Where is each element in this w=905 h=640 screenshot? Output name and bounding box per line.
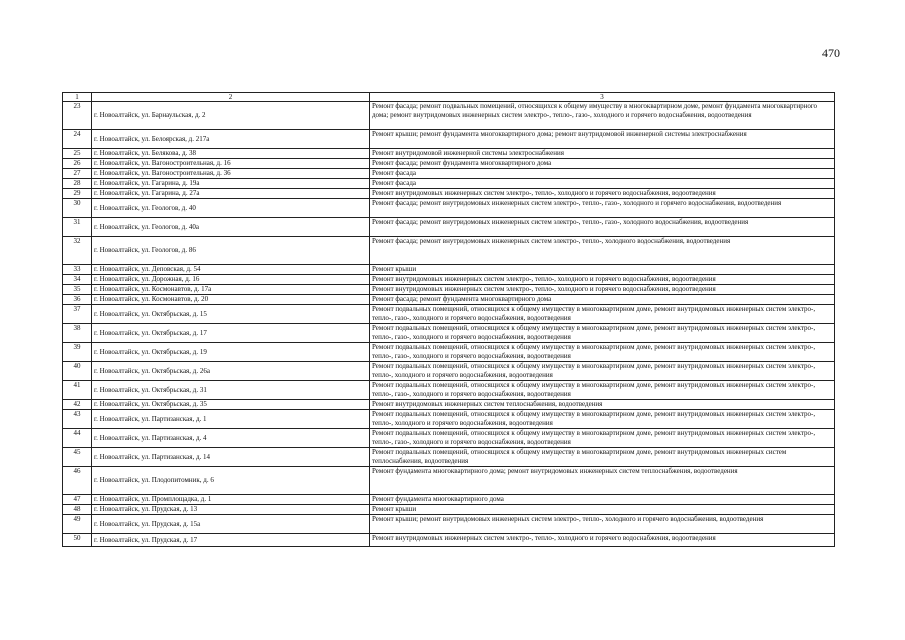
column-header: 3 [370, 93, 835, 102]
work-description-cell: Ремонт фасада [370, 169, 835, 179]
table-row [63, 305, 835, 324]
work-description-cell: Ремонт крыши; ремонт внутридомовых инженерных систем электро-, тепло-, холодного и горячего водоснабжения, водоотведения [370, 515, 835, 534]
address-cell: г. Новоалтайск, ул. Вагоностроительная, д. 36 [92, 169, 370, 179]
address-cell: г. Новоалтайск, ул. Гагарина, д. 27а [92, 189, 370, 199]
table-row [63, 275, 835, 285]
address-cell: г. Новоалтайск, ул. Октябрьская, д. 17 [92, 324, 370, 343]
address-cell: г. Новоалтайск, ул. Геологов, д. 40 [92, 199, 370, 218]
table-row [63, 400, 835, 410]
work-description-cell: Ремонт подвальных помещений, относящихся к общему имуществу в многоквартирном доме, ремонт внутридомовых инженерных систем электро-, тепло-, холодного и горячего водоснабжения, водоотведения [370, 362, 835, 381]
table-row [63, 343, 835, 362]
table-row [63, 448, 835, 467]
row-number-cell: 41 [63, 381, 92, 400]
work-description-cell: Ремонт фундамента многоквартирного дома; ремонт внутридомовых инженерных систем теплоснабжения, водоотведения [370, 467, 835, 495]
row-number-cell: 26 [63, 159, 92, 169]
address-cell: г. Новоалтайск, ул. Дорожная, д. 16 [92, 275, 370, 285]
work-description-cell: Ремонт фасада; ремонт фундамента многоквартирного дома [370, 295, 835, 305]
row-number-cell: 32 [63, 237, 92, 265]
row-number-cell: 40 [63, 362, 92, 381]
row-number-cell: 38 [63, 324, 92, 343]
row-number-cell: 44 [63, 429, 92, 448]
repair-table [62, 92, 835, 547]
address-cell: г. Новоалтайск, ул. Октябрьская, д. 19 [92, 343, 370, 362]
row-number-cell: 46 [63, 467, 92, 495]
row-number-cell: 33 [63, 265, 92, 275]
row-number-cell: 23 [63, 102, 92, 130]
address-cell: г. Новоалтайск, ул. Октябрьская, д. 26а [92, 362, 370, 381]
address-cell: г. Новоалтайск, ул. Партизанская, д. 1 [92, 410, 370, 429]
table-row [63, 534, 835, 547]
address-cell: г. Новоалтайск, ул. Деповская, д. 54 [92, 265, 370, 275]
table-row [63, 295, 835, 305]
table-row [63, 429, 835, 448]
table-row [63, 410, 835, 429]
address-cell: г. Новоалтайск, ул. Партизанская, д. 4 [92, 429, 370, 448]
address-cell: г. Новоалтайск, ул. Барнаульская, д. 2 [92, 102, 370, 130]
row-number-cell: 31 [63, 218, 92, 237]
address-cell: г. Новоалтайск, ул. Белоярская, д. 217а [92, 130, 370, 149]
work-description-cell: Ремонт внутридомовой инженерной системы электроснабжения [370, 149, 835, 159]
row-number-cell: 34 [63, 275, 92, 285]
address-cell: г. Новоалтайск, ул. Гагарина, д. 19а [92, 179, 370, 189]
row-number-cell: 47 [63, 495, 92, 505]
address-cell: г. Новоалтайск, ул. Геологов, д. 86 [92, 237, 370, 265]
work-description-cell: Ремонт подвальных помещений, относящихся к общему имуществу в многоквартирном доме, ремонт внутридомовых инженерных систем теплоснабжения, водоотведения [370, 448, 835, 467]
work-description-cell: Ремонт подвальных помещений, относящихся к общему имуществу в многоквартирном доме, ремонт внутридомовых инженерных систем электро-, тепло-, газо-, холодного и горячего водоснабжения, водоотведения [370, 305, 835, 324]
address-cell: г. Новоалтайск, ул. Октябрьская, д. 31 [92, 381, 370, 400]
work-description-cell: Ремонт подвальных помещений, относящихся к общему имуществу в многоквартирном доме, ремонт внутридомовых инженерных систем электро-, тепло-, холодного и горячего водоснабжения, водоотведения [370, 410, 835, 429]
table-row [63, 102, 835, 130]
work-description-cell: Ремонт внутридомовых инженерных систем электро-, тепло-, холодного и горячего водоснабжения, водоотведения [370, 189, 835, 199]
column-header: 1 [63, 93, 92, 102]
table-row [63, 285, 835, 295]
work-description-cell: Ремонт внутридомовых инженерных систем электро-, тепло-, холодного и горячего водоснабжения, водоотведения [370, 534, 835, 547]
address-cell: г. Новоалтайск, ул. Промплощадка, д. 1 [92, 495, 370, 505]
table-row [63, 218, 835, 237]
address-cell: г. Новоалтайск, ул. Вагоностроительная, д. 16 [92, 159, 370, 169]
table-row [63, 495, 835, 505]
table-row [63, 515, 835, 534]
table-body [63, 102, 835, 547]
work-description-cell: Ремонт фасада [370, 179, 835, 189]
address-cell: г. Новоалтайск, ул. Белякова, д. 38 [92, 149, 370, 159]
address-cell: г. Новоалтайск, ул. Космонавтов, д. 17а [92, 285, 370, 295]
row-number-cell: 42 [63, 400, 92, 410]
table-row [63, 159, 835, 169]
work-description-cell: Ремонт крыши; ремонт фундамента многоквартирного дома; ремонт внутридомовой инженерной системы электроснабжения [370, 130, 835, 149]
work-description-cell: Ремонт подвальных помещений, относящихся к общему имуществу в многоквартирном доме, ремонт внутридомовых инженерных систем электро-, тепло-, газо-, холодного и горячего водоснабжения, водоотведения [370, 324, 835, 343]
row-number-cell: 37 [63, 305, 92, 324]
table-row [63, 381, 835, 400]
row-number-cell: 35 [63, 285, 92, 295]
work-description-cell: Ремонт подвальных помещений, относящихся к общему имуществу в многоквартирном доме, ремонт внутридомовых инженерных систем электро-, тепло-, газо-, холодного и горячего водоснабжения, водоотведения [370, 429, 835, 448]
row-number-cell: 50 [63, 534, 92, 547]
table-row [63, 189, 835, 199]
table-row [63, 265, 835, 275]
row-number-cell: 28 [63, 179, 92, 189]
table-row [63, 130, 835, 149]
work-description-cell: Ремонт фундамента многоквартирного дома [370, 495, 835, 505]
address-cell: г. Новоалтайск, ул. Прудская, д. 17 [92, 534, 370, 547]
row-number-cell: 24 [63, 130, 92, 149]
table-row [63, 505, 835, 515]
row-number-cell: 49 [63, 515, 92, 534]
page-number: 470 [822, 46, 840, 60]
column-header: 2 [92, 93, 370, 102]
row-number-cell: 36 [63, 295, 92, 305]
table-row [63, 467, 835, 495]
row-number-cell: 43 [63, 410, 92, 429]
address-cell: г. Новоалтайск, ул. Октябрьская, д. 15 [92, 305, 370, 324]
table-header-row [63, 93, 835, 102]
work-description-cell: Ремонт подвальных помещений, относящихся к общему имуществу в многоквартирном доме, ремонт внутридомовых инженерных систем электро-, тепло-, газо-, холодного и горячего водоснабжения, водоотведения [370, 343, 835, 362]
row-number-cell: 45 [63, 448, 92, 467]
row-number-cell: 30 [63, 199, 92, 218]
address-cell: г. Новоалтайск, ул. Космонавтов, д. 20 [92, 295, 370, 305]
table-row [63, 362, 835, 381]
work-description-cell: Ремонт фасада; ремонт внутридомовых инженерных систем электро-, тепло-, холодного водоснабжения, водоотведения [370, 237, 835, 265]
work-description-cell: Ремонт внутридомовых инженерных систем электро-, тепло-, холодного и горячего водоснабжения, водоотведения [370, 275, 835, 285]
table-row [63, 169, 835, 179]
work-description-cell: Ремонт крыши [370, 505, 835, 515]
address-cell: г. Новоалтайск, ул. Октябрьская, д. 35 [92, 400, 370, 410]
work-description-cell: Ремонт внутридомовых инженерных систем электро-, тепло-, холодного и горячего водоснабжения, водоотведения [370, 285, 835, 295]
work-description-cell: Ремонт фасада; ремонт внутридомовых инженерных систем электро-, тепло-, газо-, холодного водоснабжения, водоотведения [370, 218, 835, 237]
work-description-cell: Ремонт фасада; ремонт внутридомовых инженерных систем электро-, тепло-, газо-, холодного и горячего водоснабжения, водоотведения [370, 199, 835, 218]
table-row [63, 237, 835, 265]
address-cell: г. Новоалтайск, ул. Прудская, д. 15а [92, 515, 370, 534]
row-number-cell: 29 [63, 189, 92, 199]
address-cell: г. Новоалтайск, ул. Геологов, д. 40а [92, 218, 370, 237]
row-number-cell: 27 [63, 169, 92, 179]
row-number-cell: 25 [63, 149, 92, 159]
work-description-cell: Ремонт крыши [370, 265, 835, 275]
row-number-cell: 39 [63, 343, 92, 362]
table-row [63, 149, 835, 159]
work-description-cell: Ремонт подвальных помещений, относящихся к общему имуществу в многоквартирном доме, ремонт внутридомовых инженерных систем электро-, тепло-, газо-, холодного и горячего водоснабжения, водоотведения [370, 381, 835, 400]
address-cell: г. Новоалтайск, ул. Плодопитомник, д. 6 [92, 467, 370, 495]
work-description-cell: Ремонт внутридомовых инженерных систем теплоснабжения, водоотведения [370, 400, 835, 410]
address-cell: г. Новоалтайск, ул. Партизанская, д. 14 [92, 448, 370, 467]
address-cell: г. Новоалтайск, ул. Прудская, д. 13 [92, 505, 370, 515]
work-description-cell: Ремонт фасада; ремонт подвальных помещений, относящихся к общему имуществу в многоквартирном доме, ремонт фундамента многоквартирного дома; ремонт внутридомовых инженерных систем электро-, тепло-, газо-, холодного и горячего водоснабжения, водоотведения [370, 102, 835, 130]
work-description-cell: Ремонт фасада; ремонт фундамента многоквартирного дома [370, 159, 835, 169]
row-number-cell: 48 [63, 505, 92, 515]
table-row [63, 324, 835, 343]
table-row [63, 179, 835, 189]
table-row [63, 199, 835, 218]
